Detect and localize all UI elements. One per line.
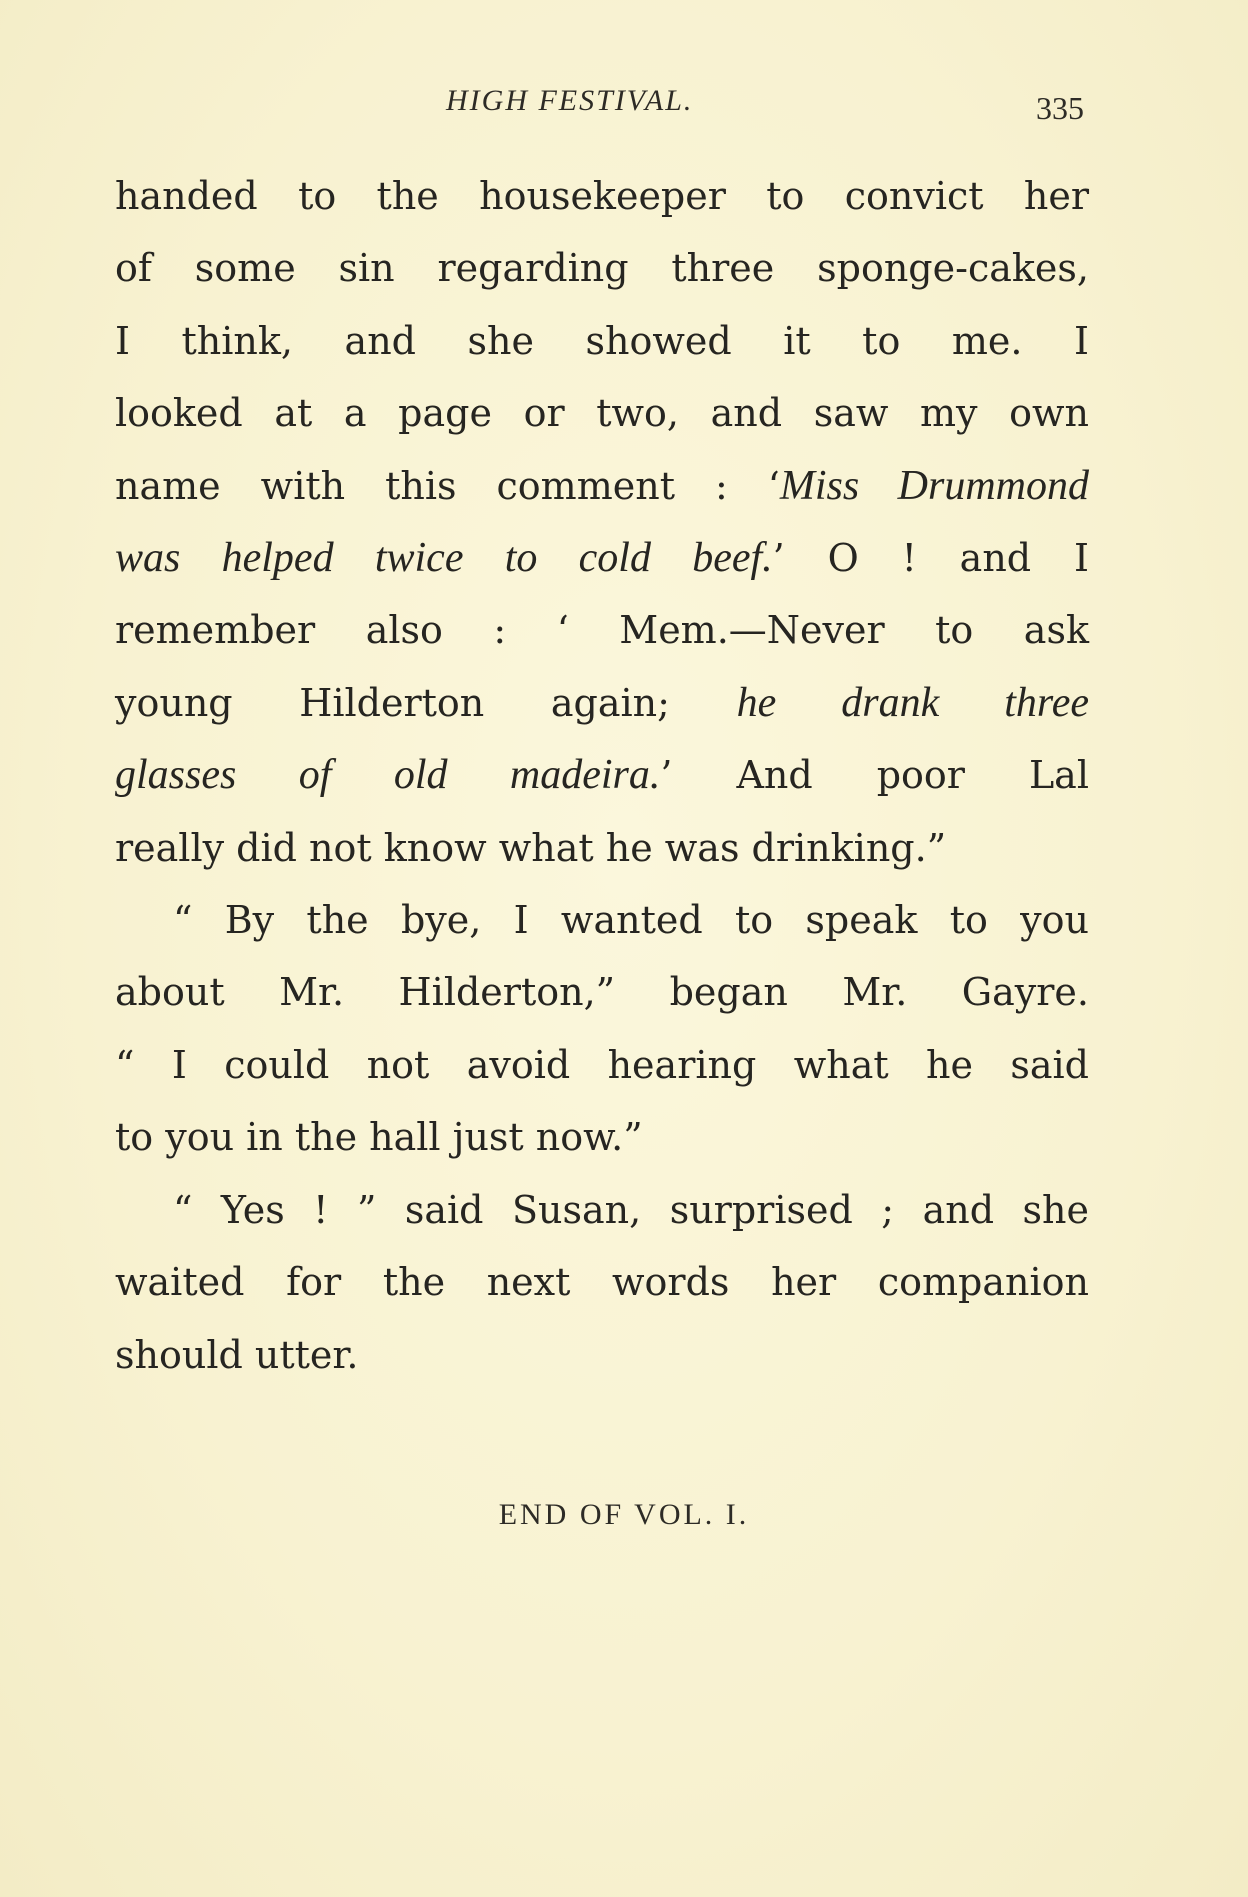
text-line xyxy=(115,667,1089,739)
running-head xyxy=(0,84,1248,124)
text-run: name with this comment : ‘ xyxy=(115,463,780,508)
text-line xyxy=(115,812,1089,884)
text-run: of some sin regarding three sponge-cakes, xyxy=(115,246,1089,291)
text-line xyxy=(115,522,1089,594)
text-run: ’ And poor Lal xyxy=(660,753,1089,798)
text-line xyxy=(115,594,1089,666)
text-line xyxy=(115,1101,1089,1173)
body-text xyxy=(115,160,1089,1391)
text-run: remember also : ‘ Mem.—Never to ask xyxy=(115,608,1089,653)
text-line xyxy=(115,1029,1089,1101)
italic-text-run: Miss Drummond xyxy=(779,462,1089,509)
text-run: handed to the housekeeper to convict her xyxy=(115,174,1089,218)
text-run: ’ O ! and I xyxy=(772,536,1089,581)
text-run: to you in the hall just now.” xyxy=(115,1115,643,1160)
text-line xyxy=(115,1319,1089,1391)
text-run: should utter. xyxy=(115,1332,359,1377)
text-run: waited for the next words her companion xyxy=(115,1260,1089,1305)
text-line xyxy=(115,160,1089,232)
text-run: “ I could not avoid hearing what he said xyxy=(115,1042,1089,1087)
text-run: “ Yes ! ” said Susan, surprised ; and she xyxy=(173,1187,1089,1232)
text-line xyxy=(115,377,1089,449)
text-run: young Hilderton again; xyxy=(115,680,737,725)
italic-text-run: was helped twice to cold beef. xyxy=(115,535,773,582)
text-line xyxy=(115,739,1089,811)
page-number: 335 xyxy=(1036,90,1084,126)
text-line xyxy=(115,1174,1089,1246)
italic-text-run: glasses of old madeira. xyxy=(115,752,661,799)
text-run: about Mr. Hilderton,” began Mr. Gayre. xyxy=(115,970,1089,1015)
text-run: really did not know what he was drinking.” xyxy=(115,825,947,870)
text-line xyxy=(115,450,1089,522)
text-line xyxy=(115,1246,1089,1318)
italic-text-run: he drank three xyxy=(736,679,1089,726)
text-run: looked at a page or two, and saw my own xyxy=(115,391,1089,436)
running-head-title: HIGH FESTIVAL. xyxy=(446,84,694,117)
end-of-volume-note: END OF VOL. I. xyxy=(498,1498,750,1531)
text-line xyxy=(115,956,1089,1028)
text-run: “ By the bye, I wanted to speak to you xyxy=(173,898,1089,943)
text-run: I think, and she showed it to me. I xyxy=(115,318,1089,363)
text-line xyxy=(115,305,1089,377)
text-line xyxy=(115,232,1089,304)
text-line xyxy=(115,884,1089,956)
